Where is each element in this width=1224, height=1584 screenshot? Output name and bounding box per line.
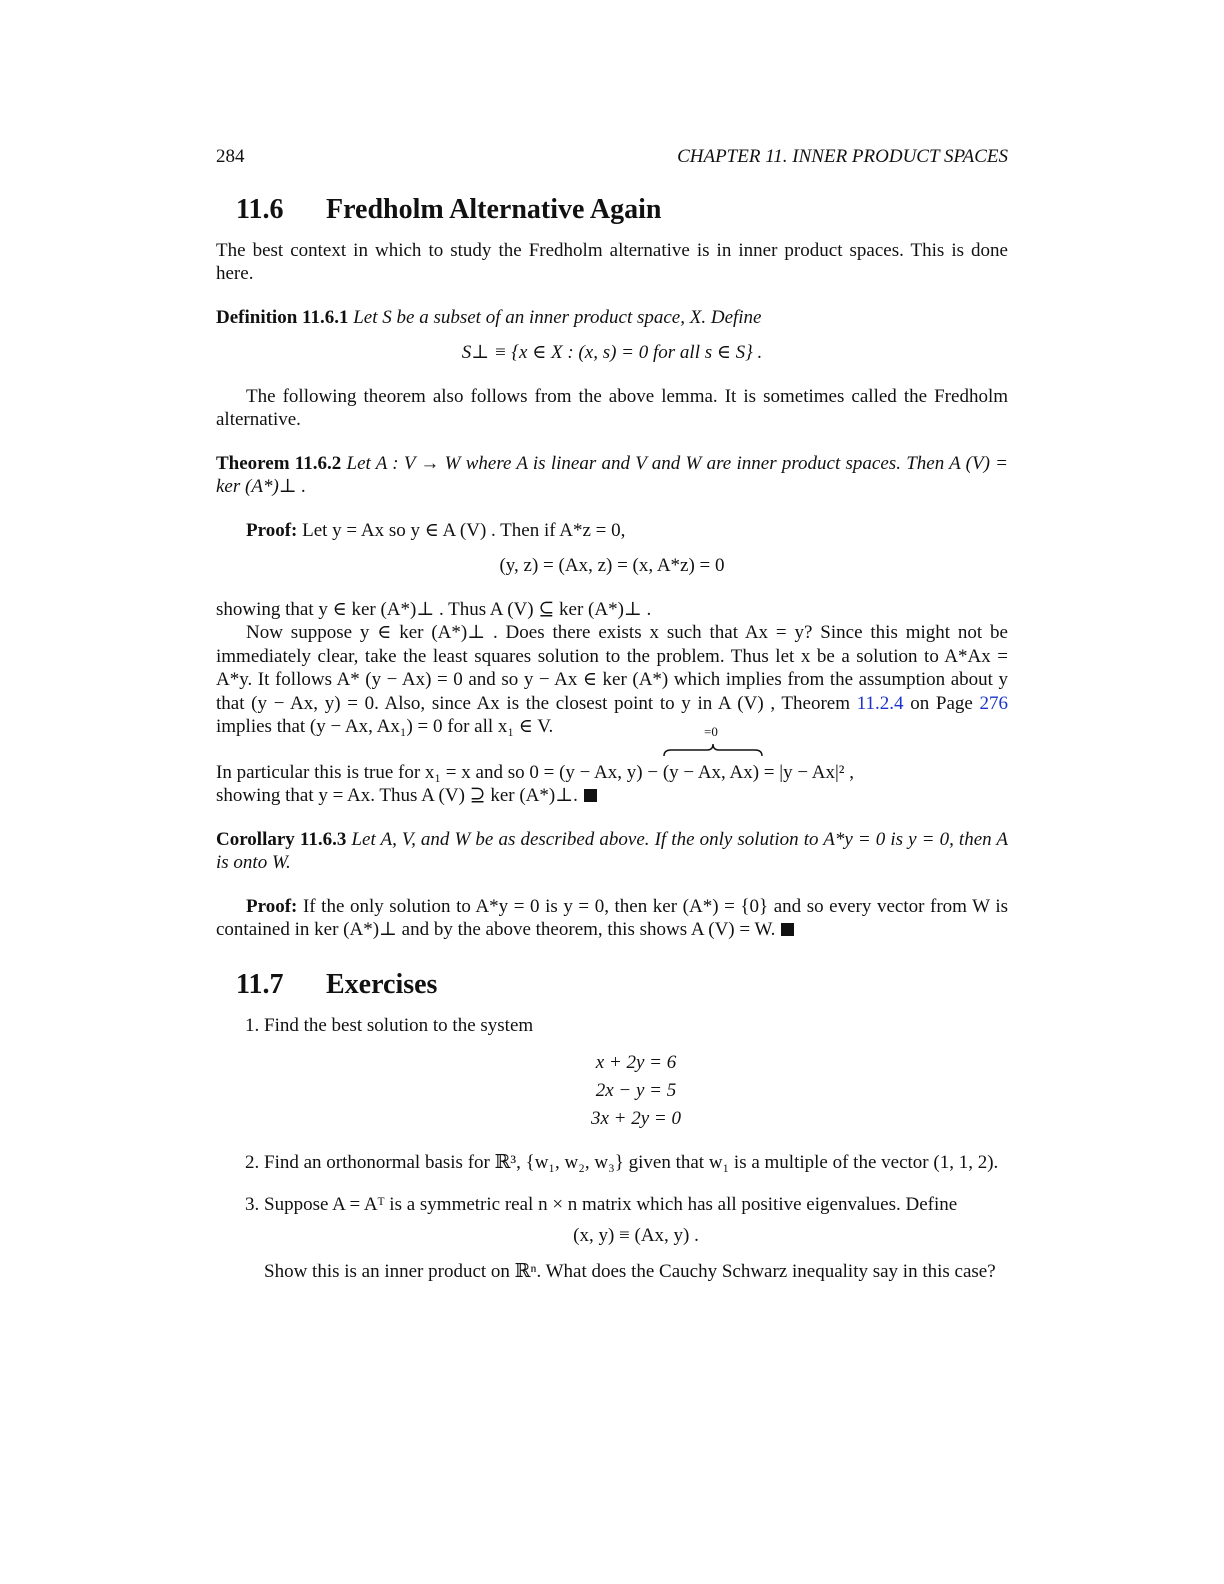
section-heading-fredholm xyxy=(216,193,1008,227)
theorem-text: Let A : V → W where A is linear and V and W are inner product spaces. Then A (V) = ker (A*)⊥ . xyxy=(216,452,1008,497)
qed-icon xyxy=(781,923,794,936)
exercise-item xyxy=(264,1193,1008,1284)
corollary-label: Corollary 11.6.3 xyxy=(216,828,347,850)
overbrace-term xyxy=(662,723,760,785)
following-paragraph: The following theorem also follows from the above lemma. It is sometimes called the Fredholm alternative. xyxy=(216,385,1008,430)
definition-text: Let S be a subset of an inner product space, X. Define xyxy=(353,306,762,328)
proof-2-text: If the only solution to A*y = 0 is y = 0, then ker (A*) = {0} and so every vector from W is contained in ker (A*)⊥ and by the above theorem, this shows A (V) = W. xyxy=(216,895,1009,940)
theorem-link[interactable]: 11.2.4 xyxy=(856,692,904,714)
overbrace-expression: (y − Ax, Ax) xyxy=(662,761,760,783)
proof-text-d: = |y − Ax|² , xyxy=(763,761,854,783)
exercise-text: Find the best solution to the system xyxy=(264,1014,534,1036)
proof-text-e: showing that y = Ax. Thus A (V) ⊇ ker (A*)⊥. xyxy=(216,785,578,806)
proof-text-a: Now suppose y ∈ ker (A*)⊥ . Does there exists x such that Ax = y? Since this might not be immediately clear, take the least squares solution to the problem. Thus let x be a solution to A*Ax = A*y. It follows A* (y − Ax) = 0 and so y − Ax ∈ ker (A*) which implies from the assumption about y that (y − Ax, y) = 0. Also, since Ax is the closest point to y in A (V) , Theorem xyxy=(216,622,1008,714)
running-header xyxy=(216,145,1008,169)
theorem-label: Theorem 11.6.2 xyxy=(216,452,342,474)
definition-label: Definition 11.6.1 xyxy=(216,306,349,328)
proof-2-block xyxy=(216,895,1008,942)
corollary-text: Let A, V, and W be as described above. If the only solution to A*y = 0 is y = 0, then A is onto W. xyxy=(216,828,1009,873)
exercise-item xyxy=(264,1151,1008,1175)
qed-icon xyxy=(584,789,597,802)
section-heading-exercises xyxy=(216,968,1008,1002)
section-title: Fredholm Alternative Again xyxy=(326,193,662,225)
overbrace-label: =0 xyxy=(704,723,718,739)
theorem-block xyxy=(216,452,1008,499)
exercise-list xyxy=(216,1014,1008,1284)
definition-formula: S⊥ ≡ {x ∈ X : (x, s) = 0 for all s ∈ S} . xyxy=(461,342,763,363)
overbrace-icon xyxy=(663,743,763,757)
exercise-text: Find an orthonormal basis for ℝ³, {w₁, w₂, w₃} given that w₁ is a multiple of the vector (1, 1, 2). xyxy=(264,1152,999,1173)
proof-lead-text: Let y = Ax so y ∈ A (V) . Then if A*z = 0, xyxy=(302,519,626,541)
proof-1-formula: (y, z) = (Ax, z) = (x, A*z) = 0 xyxy=(499,555,725,576)
proof-1-paragraph xyxy=(216,621,1008,739)
equation-row: x + 2y = 6 xyxy=(595,1052,677,1073)
proof-text-c: In particular this is true for x₁ = x and so 0 = (y − Ax, y) − xyxy=(216,761,659,783)
corollary-block xyxy=(216,828,1008,875)
section-number: 11.6 xyxy=(236,193,284,225)
document-page xyxy=(216,145,1008,1301)
proof-text-b: implies that (y − Ax, Ax₁) = 0 for all x₁ ∈ V. xyxy=(216,716,554,737)
section-number: 11.7 xyxy=(236,968,284,1000)
chapter-title: CHAPTER 11. INNER PRODUCT SPACES xyxy=(677,146,1008,167)
exercise-followup: Show this is an inner product on ℝⁿ. What does the Cauchy Schwarz inequality say in this case? xyxy=(264,1260,996,1282)
section-intro: The best context in which to study the Fredholm alternative is in inner product spaces. This is done here. xyxy=(216,239,1008,284)
definition-block xyxy=(216,306,1008,330)
equation-row: 2x − y = 5 xyxy=(595,1080,677,1101)
proof-1-line2: showing that y ∈ ker (A*)⊥ . Thus A (V) ⊆ ker (A*)⊥ . xyxy=(216,598,652,620)
page-number: 284 xyxy=(216,146,245,167)
proof-1-lead xyxy=(216,519,1008,543)
proof-1-conclusion xyxy=(216,784,1008,808)
exercise-formula: (x, y) ≡ (Ax, y) . xyxy=(573,1225,699,1246)
page-link[interactable]: 276 xyxy=(979,692,1008,714)
exercise-item xyxy=(264,1014,1008,1134)
proof-2-label: Proof: xyxy=(246,895,298,917)
exercise-text: Suppose A = Aᵀ is a symmetric real n × n matrix which has all positive eigenvalues. Define xyxy=(264,1193,958,1215)
equation-system xyxy=(264,1049,1008,1133)
proof-label: Proof: xyxy=(246,519,298,541)
on-page-text: on Page xyxy=(910,692,973,714)
equation-row: 3x + 2y = 0 xyxy=(590,1108,681,1129)
section-title: Exercises xyxy=(326,968,438,1000)
